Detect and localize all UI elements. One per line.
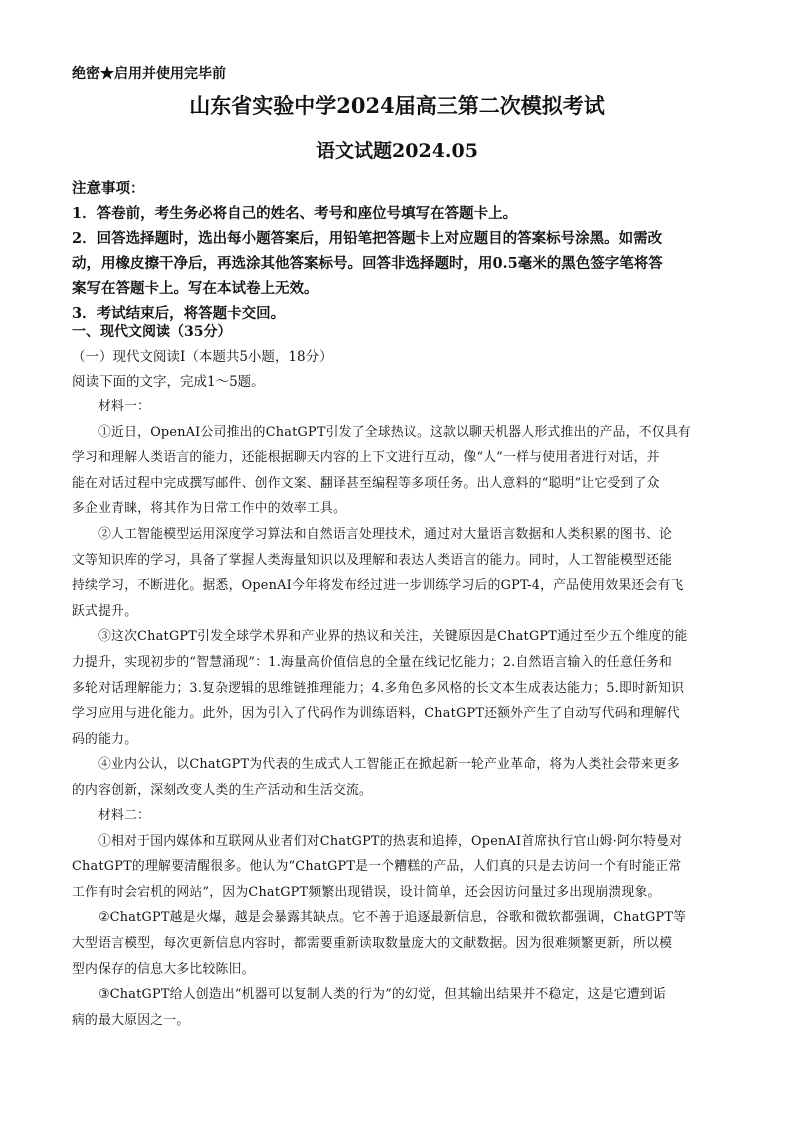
- paragraph-line: 学习应用与进化能力。此外，因为引入了代码作为训练语料，ChatGPT还额外产生了自动写代码和理解代: [72, 706, 680, 722]
- paragraph-line: ChatGPT的理解要清醒很多。他认为“ChatGPT是一个糟糕的产品，人们真的只是去访问一个有时能正常: [72, 859, 682, 875]
- paragraph-line: 能在对话过程中完成撰写邮件、创作文案、翻译甚至编程等多项任务。出人意料的“聪明”让它受到了众: [72, 475, 660, 491]
- notes-heading: 注意事项：: [72, 180, 145, 197]
- paragraph-line: 力提升，实现初步的“智慧涌现”：1.海量高价值信息的全量在线记忆能力；2.自然语言输入的任意任务和: [72, 654, 673, 670]
- confidential-mark: 绝密★启用并使用完毕前: [72, 66, 226, 82]
- notes-line: 2．回答选择题时，选出每小题答案后，用铅笔把答题卡上对应题目的答案标号涂黑。如需改: [72, 230, 663, 247]
- paragraph-line: 码的能力。: [72, 731, 138, 747]
- paragraph-line: 文等知识库的学习，具备了掌握人类海量知识以及理解和表达人类语言的能力。同时，人工智能模型还能: [72, 552, 673, 568]
- material-two: [72, 803, 727, 1033]
- paragraph-line: 多轮对话理解能力；3.复杂逻辑的思维链推理能力；4.多角色多风格的长文本生成表达能力；5.即时新知识: [72, 680, 685, 696]
- paragraph-line: ①相对于国内媒体和互联网从业者们对ChatGPT的热衷和追捧，OpenAI首席执行官山姆·阿尔特曼对: [98, 833, 683, 849]
- paragraph-line: ③这次ChatGPT引发全球学术界和产业界的热议和关注，关键原因是ChatGPT通过至少五个维度的能: [98, 629, 688, 645]
- material-one: [72, 394, 727, 804]
- section-heading: 一、现代文阅读（35分）: [72, 324, 232, 340]
- paragraph-line: 跃式提升。: [72, 603, 138, 619]
- notes-line: 案写在答题卡上。写在本试卷上无效。: [72, 280, 319, 297]
- reading-instruction: 阅读下面的文字，完成1～5题。: [72, 374, 265, 390]
- paragraph-line: 型内保存的信息大多比较陈旧。: [72, 961, 255, 977]
- notes-line: 动，用橡皮擦干净后，再选涂其他答案标号。回答非选择题时，用0.5毫米的黑色签字笔将答: [72, 255, 663, 272]
- material-label: 材料二：: [98, 808, 151, 823]
- paragraph-line: 学习和理解人类语言的能力，还能根据聊天内容的上下文进行互动，像“人”一样与使用者进行对话，并: [72, 450, 660, 466]
- paragraph-line: ②人工智能模型运用深度学习算法和自然语言处理技术，通过对大量语言数据和人类积累的图书、论: [98, 526, 673, 542]
- notes-line: 1．答卷前，考生务必将自己的姓名、考号和座位号填写在答题卡上。: [72, 205, 518, 222]
- paragraph-line: 工作有时会宕机的网站”，因为ChatGPT频繁出现错误，设计简单，还会因访问量过多出现崩溃现象。: [72, 884, 661, 900]
- paragraph-line: 病的最大原因之一。: [72, 1012, 190, 1028]
- notes-section: [72, 176, 727, 326]
- paragraph-line: ②ChatGPT越是火爆，越是会暴露其缺点。它不善于追逐最新信息，谷歌和微软都强调，ChatGPT等: [98, 910, 687, 926]
- subsection-heading: （一）现代文阅读Ⅰ（本题共5小题，18分）: [72, 349, 333, 365]
- notes-line: 3．考试结束后，将答题卡交回。: [72, 305, 286, 322]
- material-label: 材料一：: [98, 399, 151, 414]
- paragraph-line: 多企业青睐，将其作为日常工作中的效率工具。: [72, 501, 346, 517]
- exam-title: 山东省实验中学2024届高三第二次模拟考试: [189, 93, 605, 118]
- paragraph-line: ③ChatGPT给人创造出“机器可以复制人类的行为”的幻觉，但其输出结果并不稳定，这是它遭到诟: [98, 987, 666, 1003]
- paragraph-line: ④业内公认，以ChatGPT为代表的生成式人工智能正在掀起新一轮产业革命，将为人类社会带来更多: [98, 757, 680, 773]
- exam-subtitle: 语文试题2024.05: [316, 140, 478, 162]
- paragraph-line: 的内容创新，深刻改变人类的生产活动和生活交流。: [72, 782, 373, 798]
- paragraph-line: ①近日，OpenAI公司推出的ChatGPT引发了全球热议。这款以聊天机器人形式推出的产品，不仅具有: [98, 424, 691, 440]
- paragraph-line: 持续学习，不断进化。据悉，OpenAI今年将发布经过进一步训练学习后的GPT-4，产品使用效果还会有飞: [72, 578, 684, 594]
- paragraph-line: 大型语言模型，每次更新信息内容时，都需要重新读取数量庞大的文献数据。因为很难频繁更新，所以模: [72, 935, 673, 951]
